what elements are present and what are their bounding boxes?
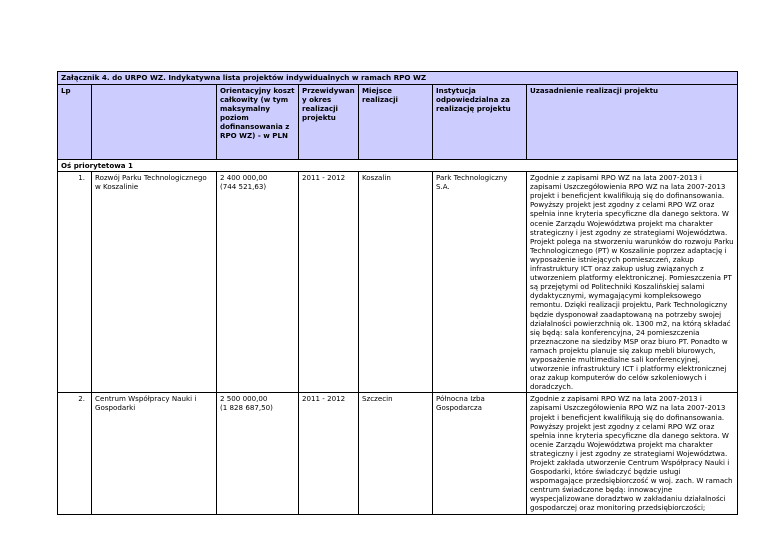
- row-justification: Zgodnie z zapisami RPO WZ na lata 2007-2013 i zapisami Uszczegółowienia RPO WZ na lata 2007-2013 projekt i beneficjent kwalifikują się do dofinansowania. Powyższy projekt jest zgodny z celami RPO WZ oraz spełnia inne kryteria specyficzne dla danego sektora. W ocenie Zarządu Województwa projekt ma charakter strategiczny i jest zgodny ze strategiami Województwa. Projekt polega na stworzeniu warunków do rozwoju Parku Technologicznego (PT) w Koszalinie poprzez adaptację i wyposażenie istniejących pomieszczeń, zakup infrastruktury ICT oraz zakup usług związanych z utworzeniem platformy elektronicznej. Pomieszczenia PT są przejętymi od Politechniki Koszalińskiej salami dydaktycznymi, wymagającymi kompleksowego remontu. Dzięki realizacji projektu, Park Technologiczny będzie dysponował zaadaptowaną na potrzeby swojej działalności powierzchnią ok. 1300 m2, na którą składać się będą: sala konferencyjna, 24 pomieszczenia przeznaczone na siedziby MSP oraz biuro PT. Ponadto w ramach projektu planuje się zakup mebli biurowych, wyposażenie multimedialne sali konferencyjnej, utworzenie infrastruktury ICT i platformy elektronicznej oraz zakup komputerów do celów szkoleniowych i doradczych.: [527, 172, 738, 393]
- title-row: [58, 72, 738, 85]
- document-title: Załącznik 4. do URPO WZ. Indykatywna lista projektów indywidualnych w ramach RPO WZ: [58, 72, 738, 85]
- row-place: Szczecin: [359, 393, 433, 514]
- row-cost-total: 2 400 000,00: [220, 173, 268, 183]
- header-name: [92, 85, 217, 160]
- header-institution: Instytucja odpowiedzialna za realizację projektu: [433, 85, 527, 160]
- header-justification: Uzasadnienie realizacji projektu: [527, 85, 738, 160]
- row-lp: 2.: [58, 393, 92, 514]
- row-institution: Północna Izba Gospodarcza: [433, 393, 527, 514]
- row-justification: Zgodnie z zapisami RPO WZ na lata 2007-2013 i zapisami Uszczegółowienia RPO WZ na lata 2007-2013 projekt i beneficjent kwalifikują się do dofinansowania. Powyższy projekt jest zgodny z celami RPO WZ oraz spełnia inne kryteria specyficzne dla danego sektora. W ocenie Zarządu Województwa projekt ma charakter strategiczny i jest zgodny ze strategiami Województwa. Projekt zakłada utworzenie Centrum Współpracy Nauki i Gospodarki, które świadczyć będzie usługi wspomagające przedsiębiorczość w woj. zach. W ramach centrum świadczone będą: innowacyjne wyspecjalizowane doradztwo w zakładaniu działalności gospodarczej oraz monitoring przedsiębiorczości;: [527, 393, 738, 514]
- row-cost-cofinancing: (1 828 687,50): [220, 403, 273, 413]
- priority-axis-label: Oś priorytetowa 1: [58, 160, 738, 172]
- header-period: Przewidywany okres realizacji projektu: [299, 85, 359, 160]
- row-cost-cofinancing: (744 521,63): [220, 182, 267, 192]
- priority-axis-row: [58, 160, 738, 172]
- row-period: 2011 - 2012: [299, 172, 359, 393]
- row-lp: 1.: [58, 172, 92, 393]
- header-lp: Lp: [58, 85, 92, 160]
- row-project-name: Centrum Współpracy Nauki i Gospodarki: [92, 393, 217, 514]
- row-cost-total: 2 500 000,00: [220, 394, 268, 404]
- row-project-name: Rozwój Parku Technologicznego w Koszalinie: [92, 172, 217, 393]
- header-row: [58, 85, 738, 160]
- row-place: Koszalin: [359, 172, 433, 393]
- table-row: [58, 172, 738, 393]
- row-cost: [217, 172, 299, 393]
- header-cost: Orientacyjny koszt całkowity (w tym maksymalny poziom dofinansowania z RPO WZ) - w PLN: [217, 85, 299, 160]
- projects-table: [57, 71, 738, 515]
- row-cost: [217, 393, 299, 514]
- row-institution: Park Technologiczny S.A.: [433, 172, 527, 393]
- header-place: Miejsce realizacji: [359, 85, 433, 160]
- table-row: [58, 393, 738, 514]
- row-period: 2011 - 2012: [299, 393, 359, 514]
